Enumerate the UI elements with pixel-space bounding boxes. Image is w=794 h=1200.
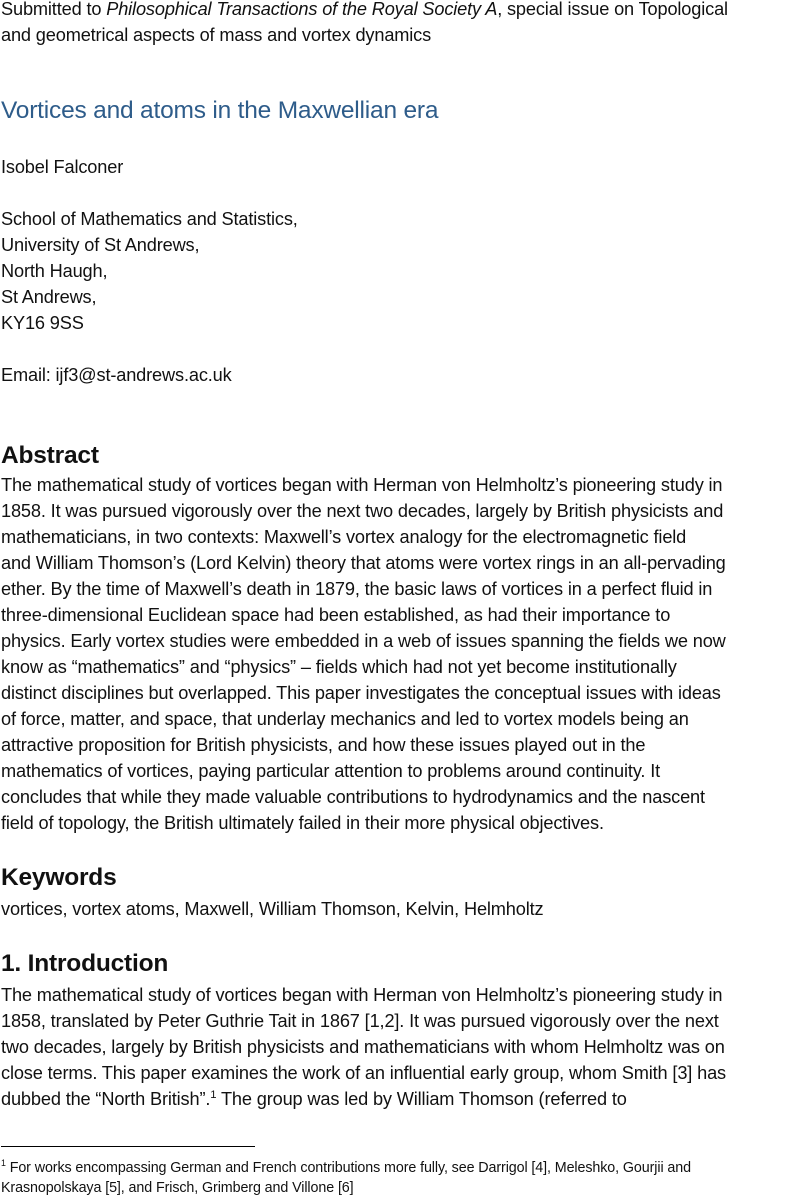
introduction-body [1, 982, 793, 1112]
introduction-line: 1858, translated by Peter Guthrie Tait in 1867 [1,2]. It was pursued vigorously over the next [1, 1011, 719, 1031]
author-name: Isobel Falconer [1, 157, 124, 177]
footnote-number: 1 [1, 1158, 6, 1169]
footnote-reference[interactable]: 1 [210, 1088, 217, 1101]
affiliation-line: School of Mathematics and Statistics, [1, 209, 298, 229]
introduction-line [1, 1086, 793, 1112]
abstract-line: distinct disciplines but overlapped. This paper investigates the conceptual issues with ideas [1, 683, 721, 703]
affiliation-line: St Andrews, [1, 287, 97, 307]
abstract-body [1, 472, 793, 836]
affiliation-line: KY16 9SS [1, 313, 84, 333]
footnote [1, 1158, 793, 1198]
abstract-line: mathematicians, in two contexts: Maxwell’s vortex analogy for the electromagnetic field [1, 527, 687, 547]
abstract-heading: Abstract [1, 442, 99, 469]
affiliation [1, 206, 793, 336]
introduction-line: two decades, largely by British physicists and mathematicians with whom Helmholtz was on [1, 1037, 725, 1057]
abstract-line: and William Thomson’s (Lord Kelvin) theory that atoms were vortex rings in an all-pervading [1, 553, 726, 573]
author-email: Email: ijf3@st-andrews.ac.uk [1, 365, 232, 385]
abstract-line: know as “mathematics” and “physics” – fields which had not yet become institutionally [1, 657, 677, 677]
submission-suffix: , special issue on Topological [497, 0, 728, 19]
abstract-line: attractive proposition for British physicists, and how these issues played out in the [1, 735, 646, 755]
paper-title: Vortices and atoms in the Maxwellian era [1, 97, 439, 124]
affiliation-line: University of St Andrews, [1, 235, 200, 255]
footnote-separator [1, 1146, 255, 1147]
abstract-line: physics. Early vortex studies were embedded in a web of issues spanning the fields we now [1, 631, 726, 651]
abstract-line: mathematics of vortices, paying particular attention to problems around continuity. It [1, 761, 661, 781]
submission-prefix: Submitted to [1, 0, 107, 19]
abstract-line: The mathematical study of vortices began with Herman von Helmholtz’s pioneering study in [1, 475, 723, 495]
abstract-line: ether. By the time of Maxwell’s death in 1879, the basic laws of vortices in a perfect fluid in [1, 579, 713, 599]
abstract-line: field of topology, the British ultimately failed in their more physical objectives. [1, 813, 604, 833]
abstract-line: 1858. It was pursued vigorously over the next two decades, largely by British physicists and [1, 501, 724, 521]
footnote-text: For works encompassing German and French contributions more fully, see Darrigol [4], Meleshko, Gourjii and [5, 1160, 691, 1176]
submission-note [1, 0, 793, 48]
journal-name: Philosophical Transactions of the Royal Society A [106, 0, 498, 19]
introduction-line: close terms. This paper examines the work of an influential early group, whom Smith [3] has [1, 1063, 726, 1083]
submission-note-line-1 [1, 0, 793, 22]
introduction-heading: 1. Introduction [1, 950, 169, 977]
abstract-line: concludes that while they made valuable contributions to hydrodynamics and the nascent [1, 787, 705, 807]
introduction-text: dubbed the “North British”. [1, 1089, 211, 1109]
abstract-line: three-dimensional Euclidean space had been established, as had their importance to [1, 605, 671, 625]
abstract-line: of force, matter, and space, that underlay mechanics and led to vortex models being an [1, 709, 689, 729]
introduction-line: The mathematical study of vortices began with Herman von Helmholtz’s pioneering study in [1, 985, 723, 1005]
footnote-line-1 [1, 1158, 793, 1178]
keywords-heading: Keywords [1, 864, 117, 891]
keywords-text: vortices, vortex atoms, Maxwell, William Thomson, Kelvin, Helmholtz [1, 899, 544, 919]
introduction-text: The group was led by William Thomson (referred to [216, 1089, 627, 1109]
footnote-line-2: Krasnopolskaya [5], and Frisch, Grimberg and Villone [6] [1, 1180, 354, 1196]
affiliation-line: North Haugh, [1, 261, 108, 281]
submission-note-line-2: and geometrical aspects of mass and vortex dynamics [1, 25, 432, 45]
